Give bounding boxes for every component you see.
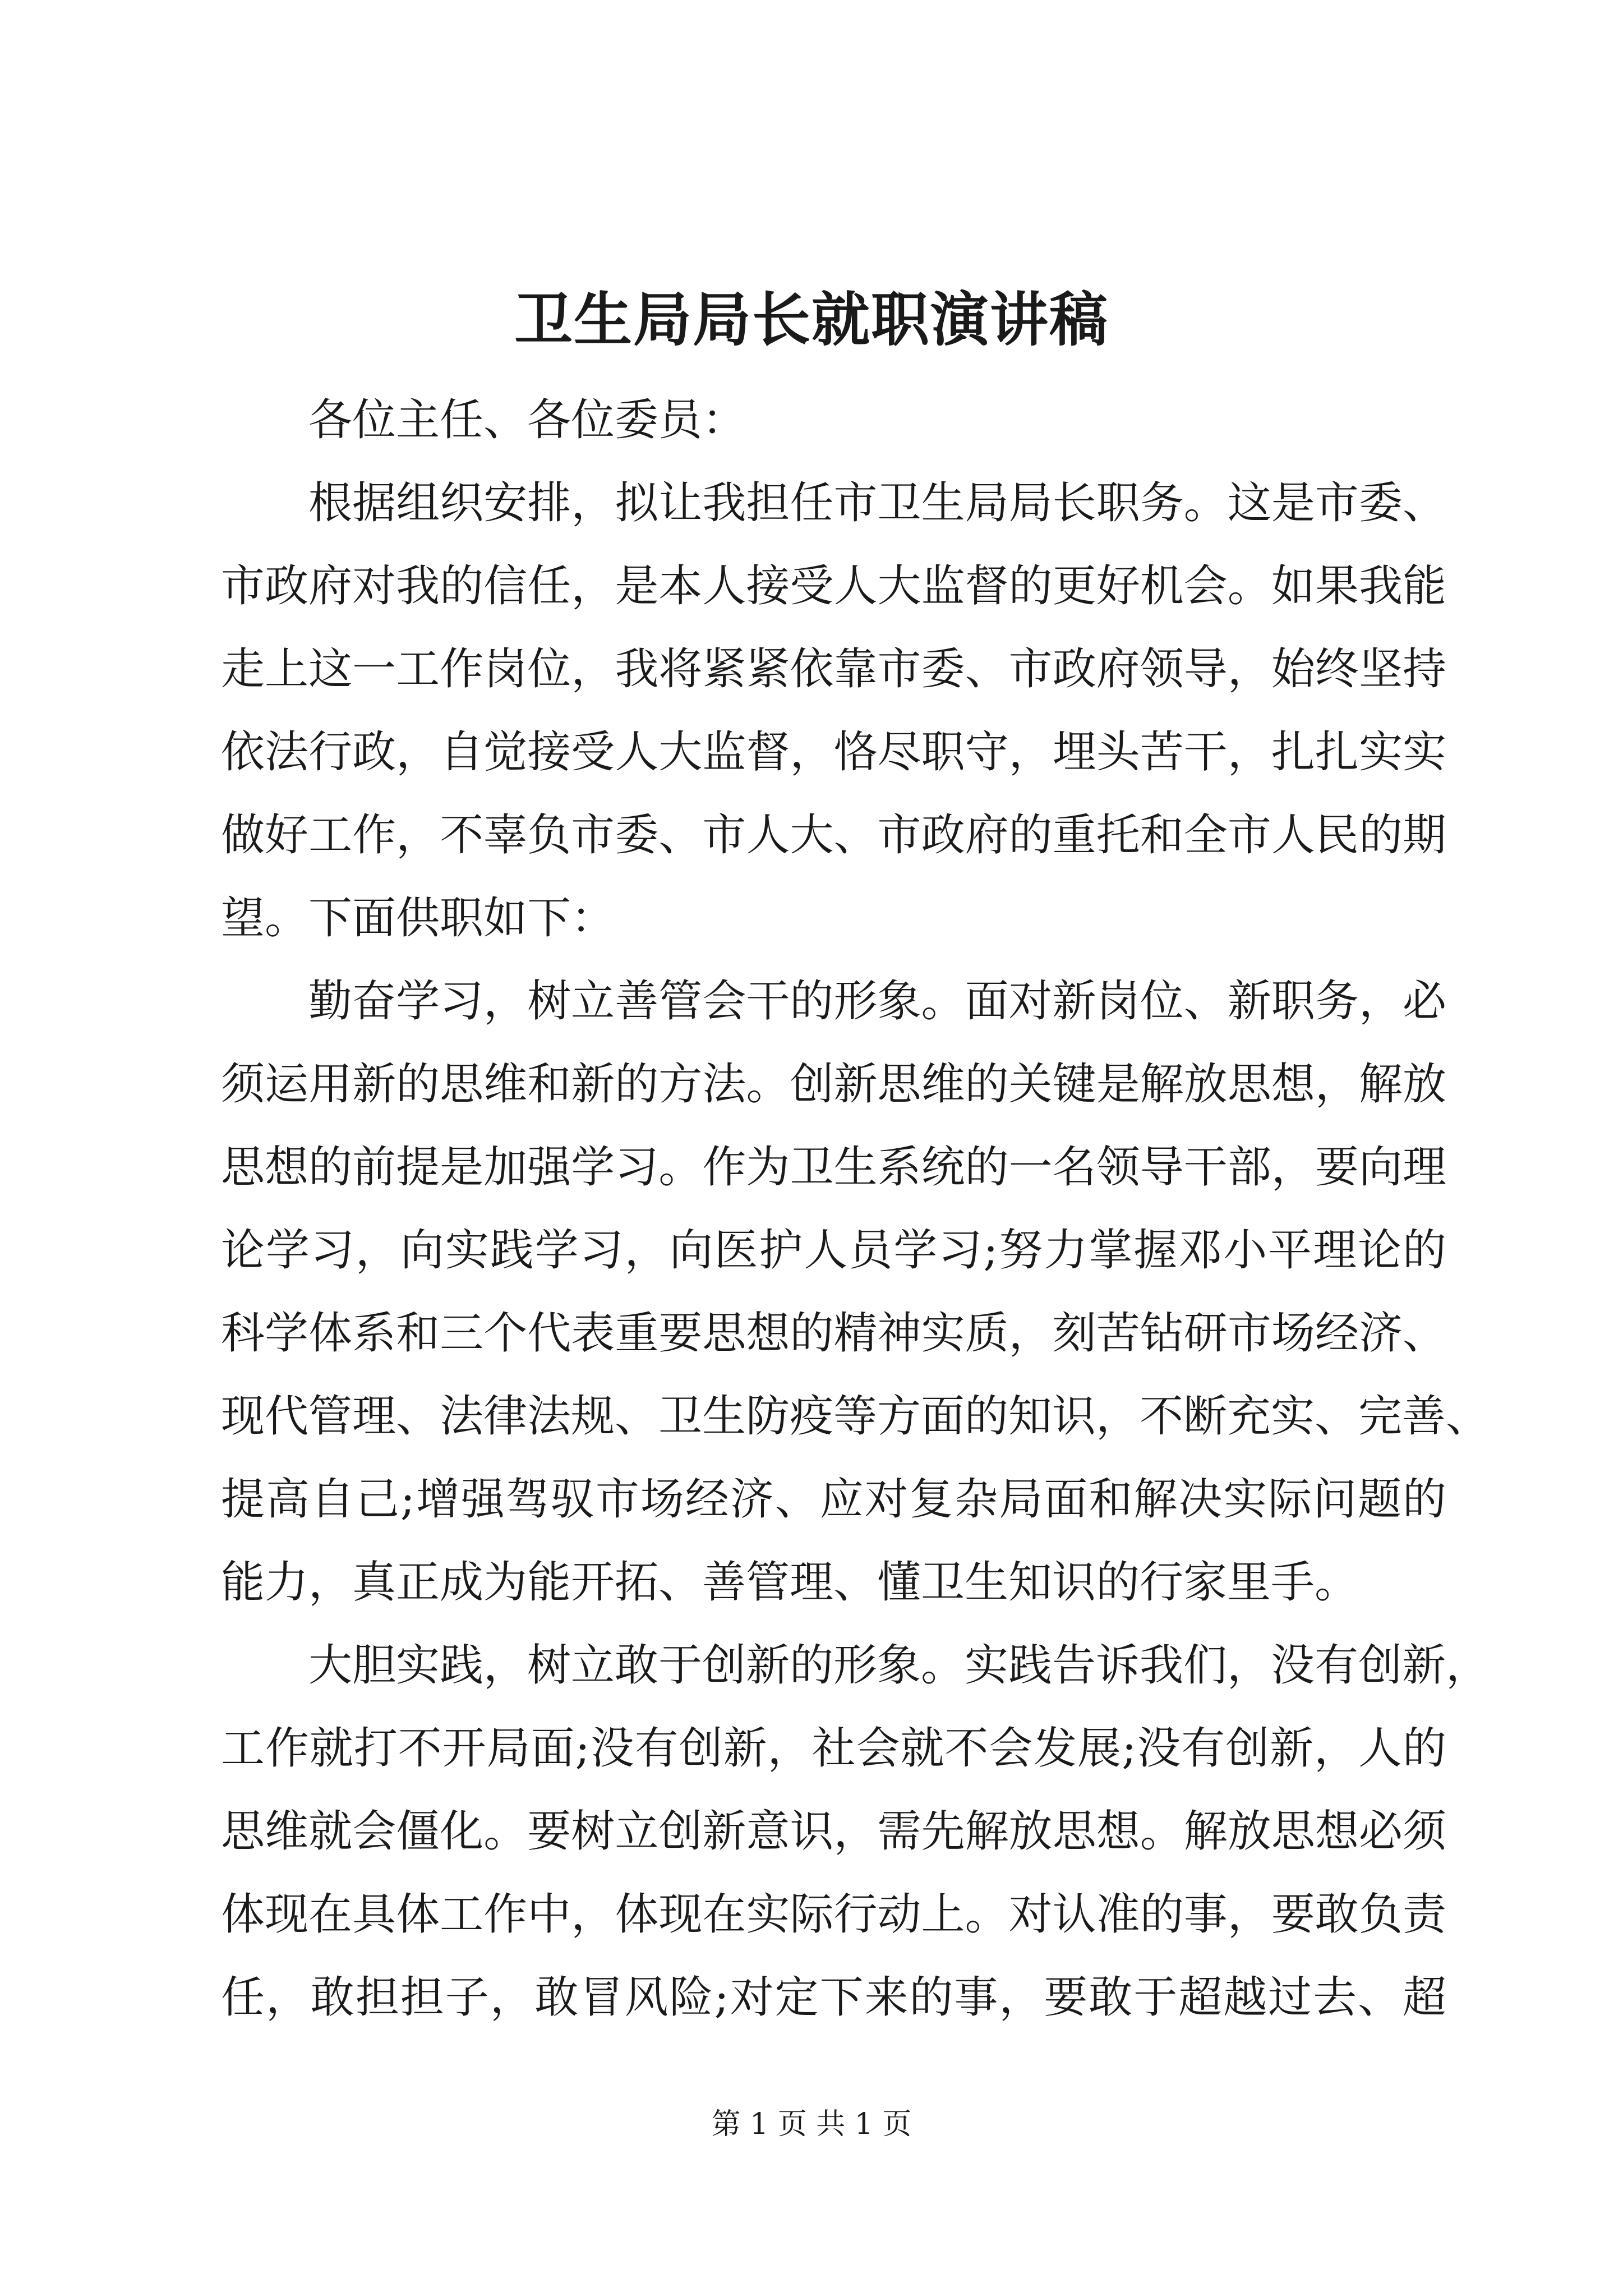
body-text-line: 提高自己;增强驾驭市场经济、应对复杂局面和解决实际问题的 <box>221 1474 1446 1525</box>
body-text-line: 市政府对我的信任，是本人接受人大监督的更好机会。如果我能 <box>221 561 1446 611</box>
body-text-line: 论学习，向实践学习，向医护人员学习;努力掌握邓小平理论的 <box>221 1225 1446 1276</box>
body-text-line: 现代管理、法律法规、卫生防疫等方面的知识，不断充实、完善、 <box>221 1391 1490 1442</box>
body-text-line: 体现在具体工作中，体现在实际行动上。对认准的事，要敢负责 <box>221 1889 1446 1940</box>
body-text-line: 走上这一工作岗位，我将紧紧依靠市委、市政府领导，始终坚持 <box>221 644 1446 694</box>
body-text-line: 思维就会僵化。要树立创新意识，需先解放思想。解放思想必须 <box>221 1806 1446 1857</box>
body-text-line: 勤奋学习，树立善管会干的形象。面对新岗位、新职务，必 <box>308 976 1446 1027</box>
document-title: 卫生局局长就职演讲稿 <box>514 285 1109 354</box>
body-text-line: 能力，真正成为能开拓、善管理、懂卫生知识的行家里手。 <box>221 1557 1359 1608</box>
body-text-line: 依法行政，自觉接受人大监督，恪尽职守，埋头苦干，扎扎实实 <box>221 727 1446 777</box>
body-text-line: 思想的前提是加强学习。作为卫生系统的一名领导干部，要向理 <box>221 1142 1446 1193</box>
body-text-line: 做好工作，不辜负市委、市人大、市政府的重托和全市人民的期 <box>221 810 1446 861</box>
body-text-line: 任，敢担担子，敢冒风险;对定下来的事，要敢于超越过去、超 <box>221 1972 1446 2023</box>
page-number-footer: 第 1 页 共 1 页 <box>711 2108 912 2141</box>
body-text-line: 根据组织安排，拟让我担任市卫生局局长职务。这是市委、 <box>308 478 1446 528</box>
body-text-line: 望。下面供职如下： <box>221 893 615 944</box>
body-text-line: 科学体系和三个代表重要思想的精神实质，刻苦钻研市场经济、 <box>221 1308 1446 1359</box>
document-body <box>221 379 1490 2039</box>
body-text-line: 须运用新的思维和新的方法。创新思维的关键是解放思想，解放 <box>221 1059 1446 1110</box>
body-text-line: 大胆实践，树立敢于创新的形象。实践告诉我们，没有创新， <box>308 1640 1490 1691</box>
body-text-line: 工作就打不开局面;没有创新，社会就不会发展;没有创新，人的 <box>221 1723 1446 1774</box>
body-text-line: 各位主任、各位委员： <box>308 395 746 445</box>
